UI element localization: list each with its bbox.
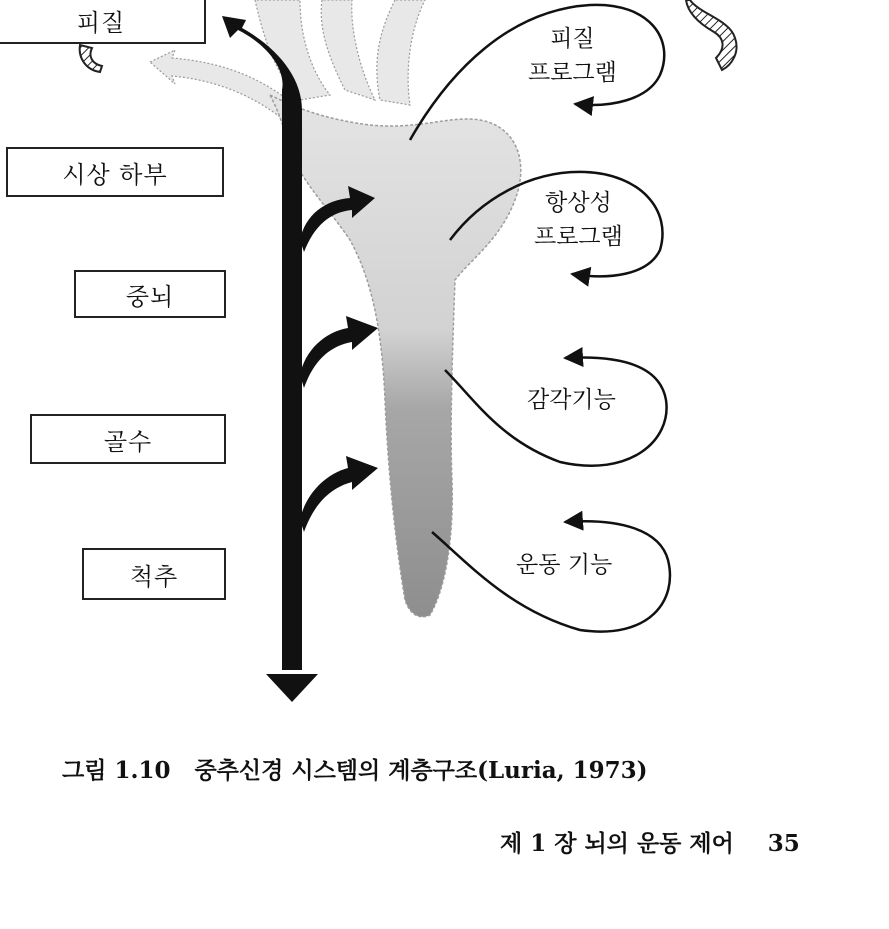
caption-text: 중추신경 시스템의 계층구조(Luria, 1973) [194,757,648,784]
label-midbrain-text: 중뇌 [125,282,175,311]
label-midbrain [74,270,226,318]
label-cortical-program-line1: 피질 [550,26,595,52]
chapter-title: 제 1 장 뇌의 운동 제어 [500,830,734,857]
hatched-structure-left [80,45,102,72]
label-cortex-text: 피질 [76,8,126,37]
label-cortex [0,0,206,44]
caption-number: 1.10 [114,757,171,784]
label-spine [82,548,226,600]
branch-arrow-midbrain [300,316,378,388]
page-footer [500,825,800,858]
caption-label: 그림 [62,757,107,784]
hatched-structure-right [686,0,737,70]
label-motor-function-text: 운동 기능 [516,552,613,578]
label-cortical-program [528,22,617,90]
label-medulla [30,414,226,464]
page-number: 35 [767,830,800,857]
label-medulla-text: 골수 [103,427,153,456]
label-homeostatic-program-line1: 항상성 [545,190,612,216]
figure-caption [62,752,648,785]
label-homeostatic-program-line2: 프로그램 [534,224,623,250]
label-homeostatic-program [534,186,623,254]
label-cortical-program-line2: 프로그램 [528,60,617,86]
label-sensory-function-text: 감각기능 [527,387,616,413]
label-sensory-function [527,383,616,417]
label-spine-text: 척추 [129,562,179,591]
label-hypothalamus-text: 시상 하부 [62,160,168,189]
label-motor-function [516,548,612,582]
branch-arrow-medulla [300,456,378,532]
label-hypothalamus [6,147,224,197]
